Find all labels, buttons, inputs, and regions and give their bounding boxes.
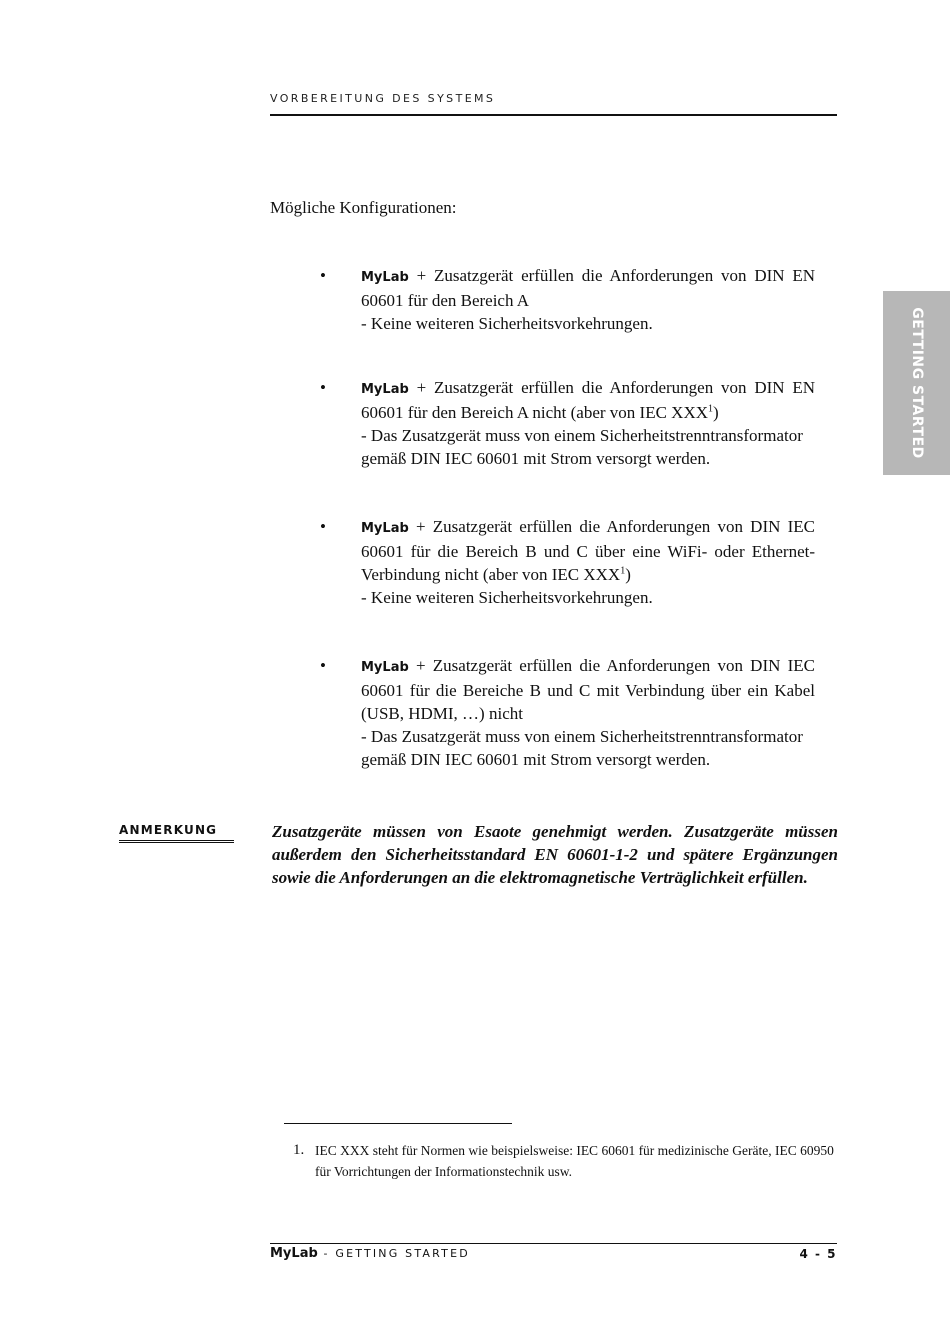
list-item-main: + Zusatzgerät erfüllen die Anforderungen von DIN IEC 60601 für die Bereiche B und C mit Verbindung über ein Kabel (USB, HDMI, …) nicht [361,656,815,723]
bullet-icon: • [320,656,326,675]
list-item-text [361,515,815,609]
list-item [320,654,815,771]
list-item [320,515,815,609]
list-item [320,264,815,335]
footnote-text: IEC XXX steht für Normen wie beispielsweise: IEC 60601 für medizinische Geräte, IEC 60950 für Vorrichtungen der Informationstechnik usw. [315,1143,834,1179]
list-item-main: + Zusatzgerät erfüllen die Anforderungen von DIN EN 60601 für den Bereich A nicht (aber von IEC XXX [361,378,815,422]
bullet-icon: • [320,378,326,397]
list-item-sub: - Das Zusatzgerät muss von einem Sicherheitstrenntransformator gemäß DIN IEC 60601 mit Strom versorgt werden. [361,426,803,468]
list-item-main: + Zusatzgerät erfüllen die Anforderungen von DIN EN 60601 für den Bereich A [361,266,815,310]
brand-name: MyLab [361,521,409,536]
list-item-text [361,376,815,470]
note-text: Zusatzgeräte müssen von Esaote genehmigt werden. Zusatzgeräte müssen außerdem den Sicherheitsstandard EN 60601-1-2 und spätere Ergänzungen sowie die Anforderungen an die elektromagnetische Verträglichkeit erfüllen. [272,822,838,887]
footer-brand: MyLab [270,1246,318,1261]
footer-title: - GETTING STARTED [317,1247,470,1260]
list-item-close: ) [625,565,631,584]
side-tab-label: GETTING STARTED [908,307,925,459]
footer-rule [270,1243,837,1244]
bullet-icon: • [320,266,326,285]
side-tab [883,291,950,475]
brand-name: MyLab [361,660,409,675]
header-rule [270,114,837,116]
footnote-rule [284,1123,512,1124]
list-item-sub: - Keine weiteren Sicherheitsvorkehrungen. [361,314,653,333]
list-item-text [361,264,815,335]
bullet-icon: • [320,517,326,536]
list-item-sub: - Das Zusatzgerät muss von einem Sicherheitstrenntransformator gemäß DIN IEC 60601 mit Strom versorgt werden. [361,727,803,769]
footnote-ref: 1 [708,403,713,415]
running-footer [270,1246,470,1261]
footnote-ref: 1 [620,565,626,577]
brand-name: MyLab [361,270,409,285]
list-item [320,376,815,470]
brand-name: MyLab [361,382,409,397]
list-item-close: ) [713,403,719,422]
footnote [293,1140,838,1182]
list-item-main: + Zusatzgerät erfüllen die Anforderungen von DIN IEC 60601 für die Bereich B und C über eine WiFi- oder Ethernet-Verbindung nicht (aber von IEC XXX [361,517,815,584]
list-item-text [361,654,815,771]
running-header: VORBEREITUNG DES SYSTEMS [270,92,496,105]
list-item-sub: - Keine weiteren Sicherheitsvorkehrungen. [361,588,653,607]
note-label: ANMERKUNG [119,823,234,843]
page-number: 4 - 5 [799,1247,837,1261]
intro-text: Mögliche Konfigurationen: [270,198,457,217]
footnote-number: 1. [293,1142,305,1158]
